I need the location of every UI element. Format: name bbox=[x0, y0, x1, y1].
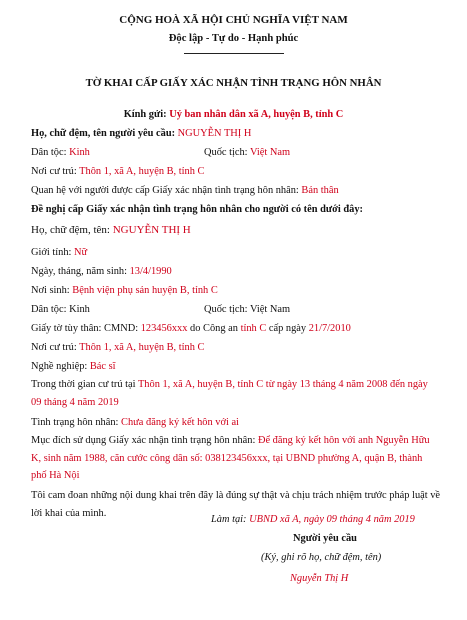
subject-status-label: Tình trạng hôn nhân: bbox=[31, 417, 122, 428]
subject-status-line bbox=[31, 417, 239, 428]
subject-purpose-paragraph bbox=[31, 432, 439, 485]
subject-job-label: Nghề nghiệp: bbox=[31, 361, 90, 372]
signature-place-label: Làm tại: bbox=[211, 514, 250, 525]
subject-status-value: Chưa đăng ký kết hôn với ai bbox=[121, 417, 239, 428]
signature-place-value: UBND xã A, ngày 09 tháng 4 năm 2019 bbox=[249, 514, 415, 525]
subject-purpose-label: Mục đích sử dụng Giấy xác nhận tình trạng hôn nhân: bbox=[31, 435, 258, 446]
commitment-paragraph: Tôi cam đoan những nội dung khai trên đây là đúng sự thật và chịu trách nhiệm trước pháp luật về lời khai của mình. bbox=[31, 490, 441, 519]
requester-ethnic-label: Dân tộc: bbox=[31, 147, 70, 158]
requester-relation-label: Quan hệ với người được cấp Giấy xác nhận tình trạng hôn nhân: bbox=[31, 185, 302, 196]
subject-period-value: Thôn 1, xã A, huyện B, tỉnh C từ ngày 13 tháng 4 năm 2008 đến ngày 09 tháng 4 năm 2019 bbox=[31, 379, 428, 408]
subject-period-label: Trong thời gian cư trú tại bbox=[31, 379, 138, 390]
subject-dob-value: 13/4/1990 bbox=[129, 266, 172, 277]
requester-ethnic-line bbox=[31, 147, 90, 158]
subject-id-mid2: cấp ngày bbox=[266, 323, 309, 334]
subject-dob-line bbox=[31, 266, 172, 277]
signature-place-line bbox=[211, 514, 415, 525]
requester-nationality-value: Việt Nam bbox=[249, 147, 291, 158]
subject-birthplace-line bbox=[31, 285, 218, 296]
subject-job-value: Bác sĩ bbox=[89, 361, 116, 372]
requester-name-label: Họ, chữ đệm, tên người yêu cầu: bbox=[31, 128, 178, 139]
subject-gender-value: Nữ bbox=[74, 247, 88, 258]
subject-name-value: NGUYỄN THỊ H bbox=[112, 224, 191, 236]
requester-residence-value: Thôn 1, xã A, huyện B, tỉnh C bbox=[79, 166, 205, 177]
recipient-label: Kính gửi: bbox=[123, 109, 170, 120]
subject-gender-line bbox=[31, 247, 87, 258]
subject-purpose-value: Để đăng ký kết hôn với anh Nguyễn Hữu K, sinh năm 1988, căn cước công dân số: 038123456xxx, tại UBND phường A, quận B, thành phố Hà Nội bbox=[31, 435, 430, 481]
motto: Độc lập - Tự do - Hạnh phúc bbox=[168, 33, 299, 44]
requester-relation-value: Bản thân bbox=[301, 185, 339, 196]
subject-period-paragraph bbox=[31, 376, 439, 411]
requester-name-line bbox=[31, 128, 251, 139]
signature-name: Nguyễn Thị H bbox=[290, 573, 349, 584]
subject-id-mid: do Công an bbox=[187, 323, 241, 334]
subject-nationality-line: Quốc tịch: Việt Nam bbox=[204, 304, 291, 315]
requester-residence-line bbox=[31, 166, 204, 177]
subject-dob-label: Ngày, tháng, năm sinh: bbox=[31, 266, 130, 277]
requester-residence-label: Nơi cư trú: bbox=[31, 166, 80, 177]
header-underline bbox=[184, 53, 284, 54]
subject-ethnic-line: Dân tộc: Kinh bbox=[31, 304, 90, 315]
subject-residence-label: Nơi cư trú: bbox=[31, 342, 80, 353]
subject-gender-label: Giới tính: bbox=[31, 247, 75, 258]
signature-role: Người yêu cầu bbox=[293, 533, 357, 544]
subject-birthplace-label: Nơi sinh: bbox=[31, 285, 73, 296]
form-title: TỜ KHAI CẤP GIẤY XÁC NHẬN TÌNH TRẠNG HÔN NHÂN bbox=[85, 77, 382, 89]
subject-id-issuer: tỉnh C bbox=[240, 323, 267, 334]
subject-name-label: Họ, chữ đệm, tên: bbox=[31, 224, 113, 236]
requester-name-value: NGUYỄN THỊ H bbox=[177, 128, 252, 139]
country-header: CỘNG HOÀ XÃ HỘI CHỦ NGHĨA VIỆT NAM bbox=[119, 14, 348, 26]
requester-ethnic-value: Kinh bbox=[69, 147, 90, 158]
requester-nationality-line bbox=[204, 147, 290, 158]
signature-note: (Ký, ghi rõ họ, chữ đệm, tên) bbox=[261, 552, 382, 563]
subject-residence-line bbox=[31, 342, 204, 353]
subject-id-date: 21/7/2010 bbox=[308, 323, 351, 334]
recipient-value: Uỷ ban nhân dân xã A, huyện B, tỉnh C bbox=[169, 109, 344, 120]
subject-job-line bbox=[31, 361, 116, 372]
requester-nationality-label: Quốc tịch: bbox=[204, 147, 250, 158]
subject-birthplace-value: Bệnh viện phụ sản huyện B, tỉnh C bbox=[72, 285, 218, 296]
subject-residence-value: Thôn 1, xã A, huyện B, tỉnh C bbox=[79, 342, 205, 353]
recipient-line bbox=[0, 109, 467, 120]
requester-relation-line bbox=[31, 185, 339, 196]
subject-name-line bbox=[31, 224, 191, 236]
request-heading: Đề nghị cấp Giấy xác nhận tình trạng hôn nhân cho người có tên dưới đây: bbox=[31, 204, 364, 215]
subject-id-line bbox=[31, 323, 351, 334]
subject-id-number: 123456xxx bbox=[140, 323, 188, 334]
subject-id-prefix: Giấy tờ tùy thân: CMND: bbox=[31, 323, 141, 334]
